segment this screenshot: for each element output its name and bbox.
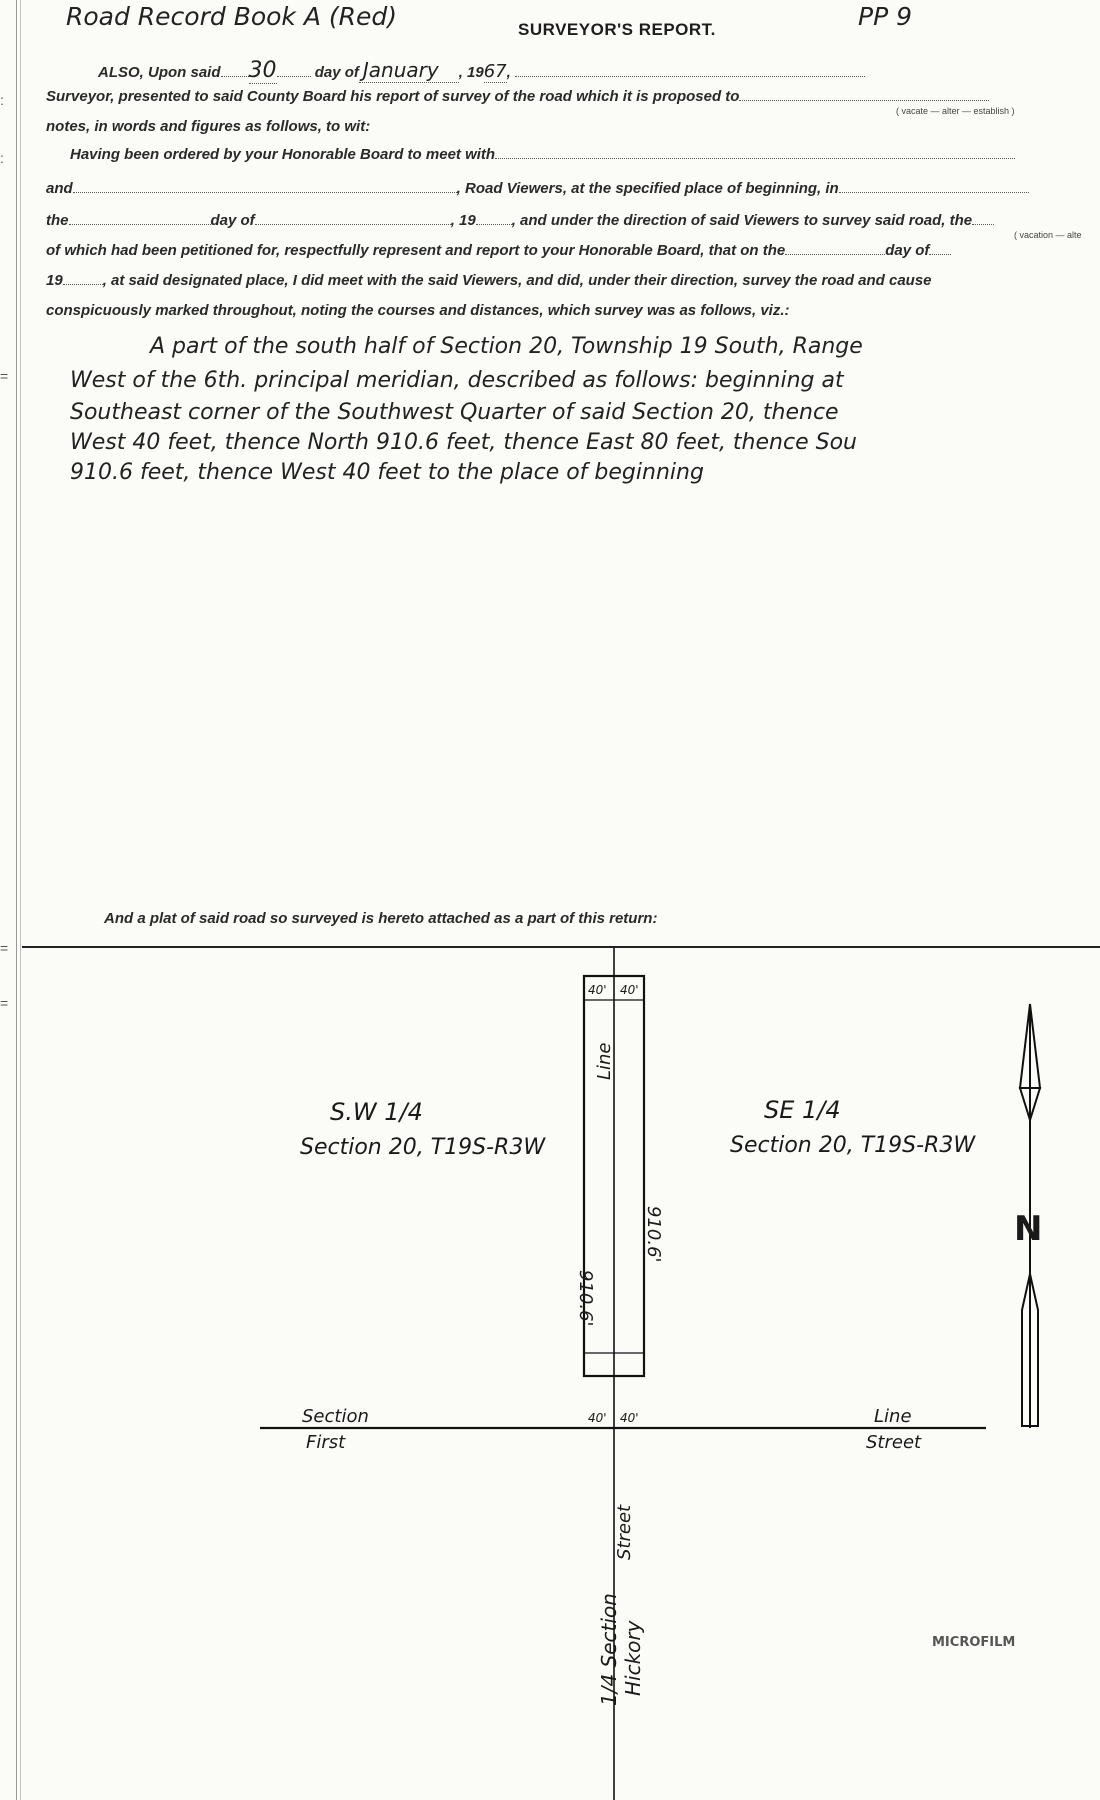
and-label: and bbox=[46, 180, 73, 197]
designated-place-text: , at said designated place, I did meet with the said Viewers, and did, under their direction, survey the road and cause bbox=[102, 272, 932, 289]
plat-drawing bbox=[0, 948, 1100, 1800]
nineteen-label-2: 19 bbox=[46, 272, 63, 289]
description-line: 910.6 feet, thence West 40 feet to the place of beginning bbox=[70, 460, 704, 485]
form-line-1: ALSO, Upon said 30 day of January , 1967, bbox=[98, 58, 865, 83]
form-line-8 bbox=[46, 272, 932, 289]
sw-quarter-label: S.W 1/4 bbox=[330, 1098, 423, 1126]
north-arrow-icon bbox=[1014, 1004, 1042, 1428]
description-line: West of the 6th. principal meridian, described as follows: beginning at bbox=[70, 368, 844, 393]
the-label: the bbox=[46, 212, 69, 229]
day-value: 30 bbox=[248, 58, 277, 83]
sw-section-label: Section 20, T19S-R3W bbox=[300, 1135, 546, 1160]
top-right-width: 40' bbox=[620, 983, 639, 997]
description-line: Southeast corner of the Southwest Quarter of said Section 20, thence bbox=[70, 400, 839, 425]
street-label-south: Street bbox=[614, 1504, 635, 1560]
quarter-section-label: 1/4 Section bbox=[597, 1593, 621, 1706]
form-line-4 bbox=[70, 146, 1015, 163]
bottom-right-width: 40' bbox=[620, 1411, 639, 1425]
se-section-label: Section 20, T19S-R3W bbox=[730, 1133, 976, 1158]
viewers-direction-text: , and under the direction of said Viewers to survey said road, the bbox=[511, 212, 973, 229]
book-note: Road Record Book A (Red) bbox=[66, 2, 398, 31]
margin-tick: = bbox=[0, 940, 9, 956]
month-value: January bbox=[359, 58, 459, 83]
day-of-text-2: day of bbox=[210, 212, 255, 229]
margin-tick: = bbox=[0, 368, 9, 384]
microfilm-stamp: MICROFILM bbox=[932, 1635, 1016, 1650]
top-left-width: 40' bbox=[588, 983, 607, 997]
vacate-note: ( vacate — alter — establish ) bbox=[896, 106, 1015, 116]
description-line: A part of the south half of Section 20, Township 19 South, Range bbox=[150, 334, 863, 359]
page-title: SURVEYOR'S REPORT. bbox=[518, 20, 716, 39]
se-quarter-label: SE 1/4 bbox=[764, 1096, 841, 1124]
margin-tick: : bbox=[0, 150, 4, 166]
form-line-5 bbox=[46, 180, 1029, 197]
surveyor-presented-text: Surveyor, presented to said County Board his report of survey of the road which it is proposed to bbox=[46, 88, 740, 105]
year-prefix: 19 bbox=[467, 64, 484, 81]
form-line-6 bbox=[46, 212, 994, 229]
section-label-left: Section bbox=[302, 1406, 369, 1427]
road-viewers-text: , Road Viewers, at the specified place of beginning, in bbox=[456, 180, 839, 197]
line-label-right: Line bbox=[874, 1406, 912, 1427]
form-line-7 bbox=[46, 242, 951, 259]
plat-caption: And a plat of said road so surveyed is hereto attached as a part of this return: bbox=[104, 910, 658, 927]
margin-tick: : bbox=[0, 92, 4, 108]
nineteen-label: , 19 bbox=[450, 212, 476, 229]
day-of-text-3: day of bbox=[885, 242, 930, 259]
left-length-label: 910.6' bbox=[575, 1270, 596, 1327]
day-of-text: day of bbox=[314, 64, 359, 81]
right-length-label: 910.6' bbox=[643, 1206, 664, 1263]
form-line-2 bbox=[46, 88, 989, 105]
page-note: PP 9 bbox=[858, 2, 913, 31]
bottom-left-width: 40' bbox=[588, 1411, 607, 1425]
also-upon-text: ALSO, Upon said bbox=[98, 64, 221, 81]
north-label: N bbox=[1014, 1209, 1043, 1249]
vacation-note: ( vacation — alte bbox=[1014, 230, 1082, 240]
form-line-3: notes, in words and figures as follows, to wit: bbox=[46, 118, 371, 135]
petitioned-text: of which had been petitioned for, respectfully represent and report to your Honorable Board, that on the bbox=[46, 242, 786, 259]
street-label-right: Street bbox=[866, 1432, 922, 1453]
first-street-label: First bbox=[306, 1432, 346, 1453]
year-value: 67 bbox=[483, 61, 507, 82]
description-line: West 40 feet, thence North 910.6 feet, thence East 80 feet, thence Sou bbox=[70, 430, 857, 455]
line-label: Line bbox=[594, 1042, 615, 1080]
form-line-9: conspicuously marked throughout, noting the courses and distances, which survey was as follows, viz.: bbox=[46, 302, 790, 319]
margin-tick: = bbox=[0, 995, 9, 1011]
hickory-street-label: Hickory bbox=[621, 1620, 645, 1696]
ordered-text: Having been ordered by your Honorable Board to meet with bbox=[70, 146, 496, 163]
